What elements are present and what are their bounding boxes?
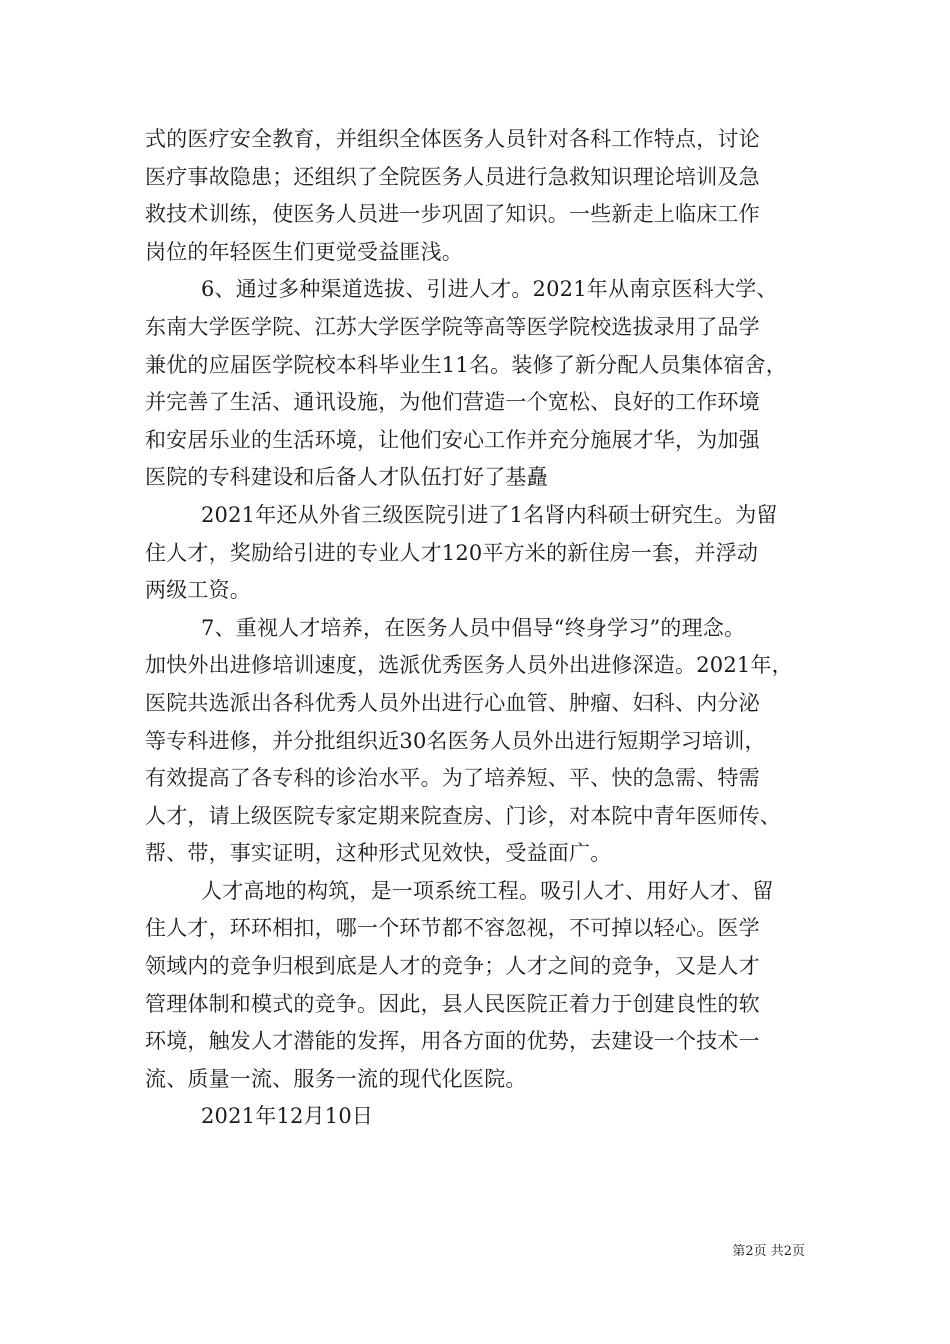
document-body (145, 121, 810, 1136)
text-line: 两级工资。 (145, 578, 251, 603)
text-line: 医院共选派出各科优秀人员外出进行心血管、肿瘤、妇科、内分泌 (145, 690, 760, 715)
date-line: 2021年12月10日 (201, 1104, 374, 1129)
text-line: 加快外出进修培训速度，选派优秀医务人员外出进修深造。2021年， (145, 653, 793, 678)
paragraph-talent-training (145, 610, 810, 873)
text-line: 等专科进修，并分批组织近30名医务人员外出进行短期学习培训， (145, 728, 766, 753)
text-line: 人才，请上级医院专家定期来院查房、门诊，对本院中青年医师传、 (145, 803, 781, 828)
text-line: 救技术训练，使医务人员进一步巩固了知识。一些新走上临床工作 (145, 202, 760, 227)
text-line: 6、通过多种渠道选拔、引进人才。2021年从南京医科大学、 (201, 277, 778, 302)
document-date (145, 1098, 810, 1136)
text-line: 和安居乐业的生活环境，让他们安心工作并充分施展才华，为加强 (145, 427, 760, 452)
paragraph-talent-recruitment (145, 271, 810, 497)
text-line: 管理体制和模式的竞争。因此，县人民医院正着力于创建良性的软 (145, 991, 760, 1016)
text-line: 有效提高了各专科的诊治水平。为了培养短、平、快的急需、特需 (145, 766, 760, 791)
text-line: 东南大学医学院、江苏大学医学院等高等医学院校选拔录用了品学 (145, 314, 760, 339)
text-line: 岗位的年轻医生们更觉受益匪浅。 (145, 239, 463, 264)
paragraph-safety-education (145, 121, 810, 271)
text-line: 式的医疗安全教育，并组织全体医务人员针对各科工作特点，讨论 (145, 127, 760, 151)
text-line: 7、重视人才培养，在医务人员中倡导“终身学习”的理念。 (201, 615, 746, 640)
paragraph-conclusion (145, 873, 810, 1099)
text-line: 并完善了生活、通讯设施，为他们营造一个宽松、良好的工作环境 (145, 390, 760, 415)
text-line: 住人才，奖励给引进的专业人才120平方米的新住房一套，并浮动 (145, 540, 759, 565)
text-line: 2021年还从外省三级医院引进了1名肾内科硕士研究生。为留 (201, 502, 778, 527)
paragraph-graduate-introduction (145, 497, 810, 610)
page-number-footer: 第2页 共2页 (732, 1244, 805, 1259)
text-line: 流、质量一流、服务一流的现代化医院。 (145, 1066, 527, 1091)
text-line: 人才高地的构筑，是一项系统工程。吸引人才、用好人才、留 (201, 878, 774, 903)
text-line: 医疗事故隐患；还组织了全院医务人员进行急救知识理论培训及急 (145, 164, 760, 189)
text-line: 住人才，环环相扣，哪一个环节都不容忽视，不可掉以轻心。医学 (145, 916, 760, 941)
text-line: 医院的专科建设和后备人才队伍打好了基矗 (145, 465, 548, 490)
text-line: 帮、带，事实证明，这种形式见效快，受益面广。 (145, 841, 612, 866)
text-line: 兼优的应届医学院校本科毕业生11名。装修了新分配人员集体宿舍， (145, 352, 787, 377)
text-line: 环境，触发人才潜能的发挥，用各方面的优势，去建设一个技术一 (145, 1029, 760, 1054)
text-line: 领域内的竞争归根到底是人才的竞争；人才之间的竞争，又是人才 (145, 954, 760, 979)
